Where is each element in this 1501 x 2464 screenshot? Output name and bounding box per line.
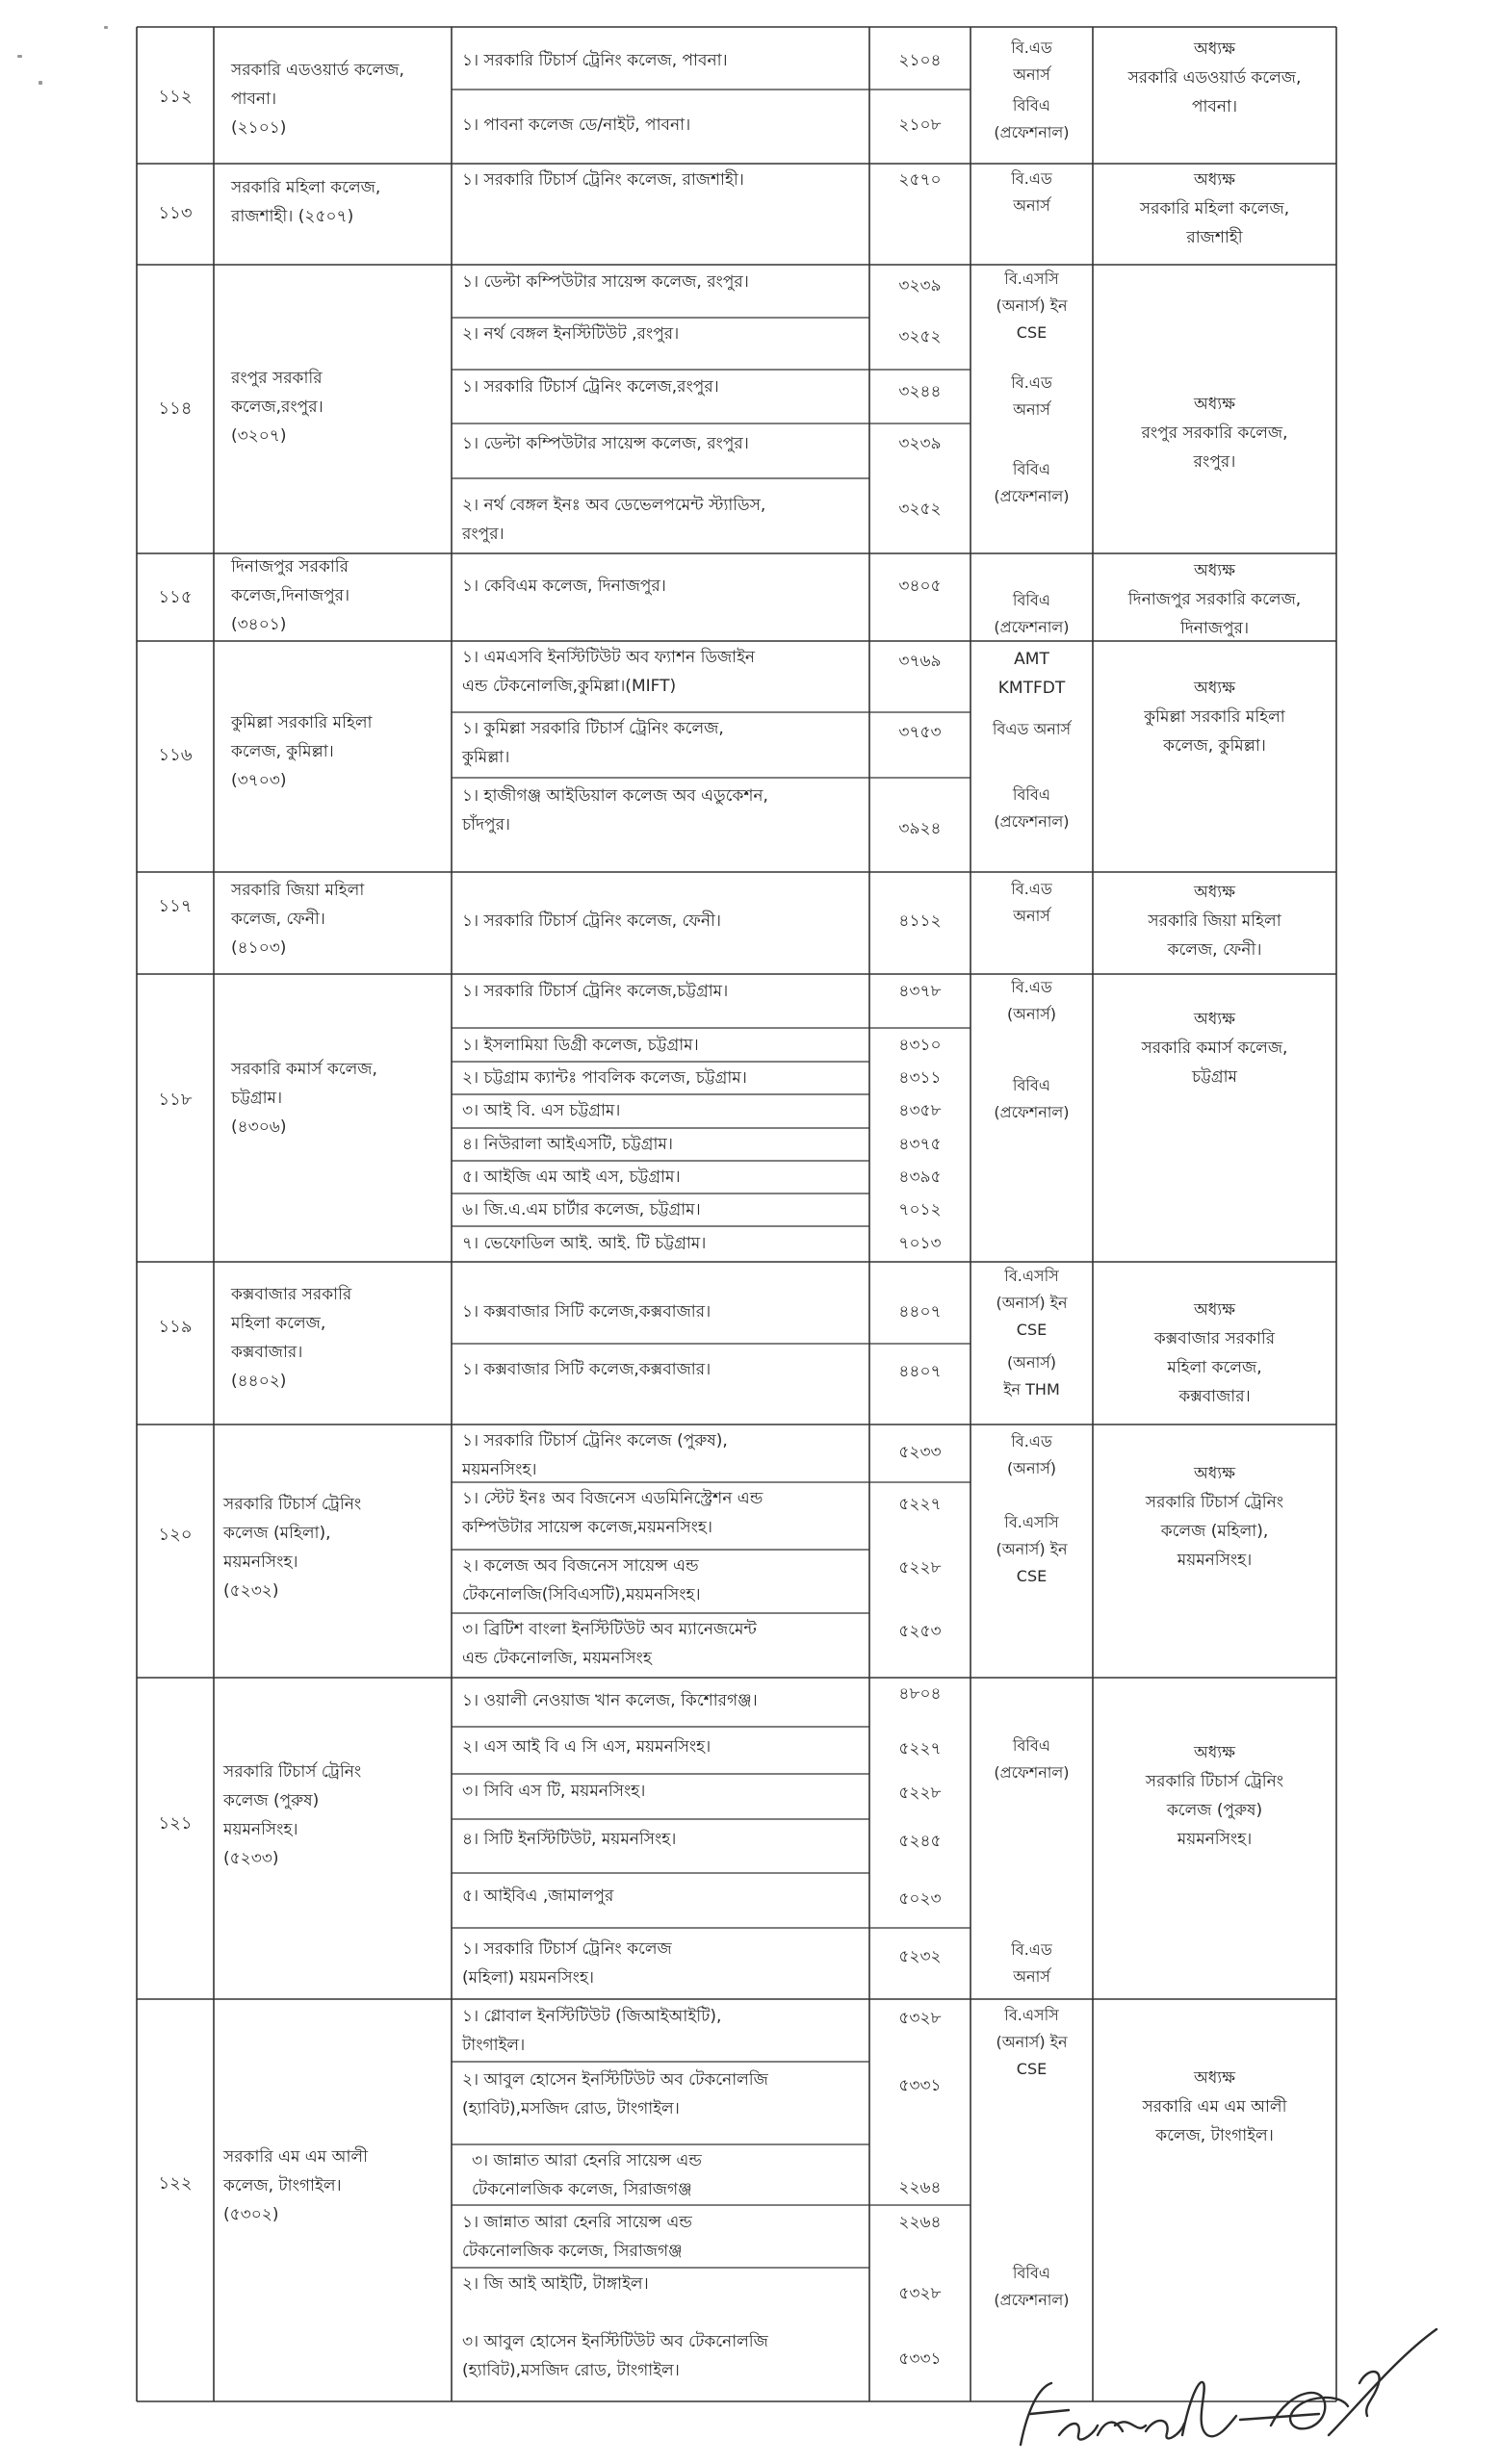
college-name: সরকারি টিচার্স ট্রেনিং কলেজ (মহিলা), ময়মনসিংহ। (৫২৩২) xyxy=(223,1495,362,1601)
institution-code: ৩২৫২ xyxy=(898,500,942,519)
institution-code: ২২৬৪ xyxy=(898,2178,942,2197)
institution-name: ১। পাবনা কলেজ ডে/নাইট, পাবনা। xyxy=(462,116,691,135)
institution-code: ৭০১৩ xyxy=(898,1234,942,1253)
principal: অধ্যক্ষ সরকারি এম এম আলী কলেজ, টাংগাইল। xyxy=(1142,2068,1287,2145)
college-name: সরকারি জিয়া মহিলা কলেজ, ফেনী। (৪১০৩) xyxy=(231,881,365,958)
subject: বিবিএ (প্রফেশনাল) xyxy=(994,2264,1070,2309)
serial-number: ১২২ xyxy=(158,2173,193,2194)
institution-code: ৫৩২৮ xyxy=(898,2009,942,2028)
institution-name: ১। সরকারি টিচার্স ট্রেনিং কলেজ, ফেনী। xyxy=(462,911,721,931)
institution-code: ৪৩১১ xyxy=(898,1068,942,1088)
college-name: কক্সবাজার সরকারি মহিলা কলেজ, কক্সবাজার। (৪৪০২) xyxy=(231,1285,352,1391)
institution-code: ৫২২৭ xyxy=(898,1739,942,1758)
institution-name: ৫। আইবিএ ,জামালপুর xyxy=(462,1886,614,1906)
subject: (অনার্স) ইন THM xyxy=(1003,1353,1060,1399)
institution-name: ১। কুমিল্লা সরকারি টিচার্স ট্রেনিং কলেজ, কুমিল্লা। xyxy=(462,719,724,767)
institution-name: ১। কক্সবাজার সিটি কলেজ,কক্সবাজার। xyxy=(462,1302,712,1322)
institution-name: ২। এস আই বি এ সি এস, ময়মনসিংহ। xyxy=(462,1737,712,1757)
principal: অধ্যক্ষ কক্সবাজার সরকারি মহিলা কলেজ, কক্সবাজার। xyxy=(1153,1300,1276,1406)
institution-code: ৪৪০৭ xyxy=(898,1362,942,1381)
institution-name: ১। স্টেট ইনঃ অব বিজনেস এডমিনিস্ট্রেশন এন্ড কম্পিউটার সায়েন্স কলেজ,ময়মনসিংহ। xyxy=(462,1489,763,1537)
serial-number: ১২১ xyxy=(158,1813,193,1834)
institution-name: ২। নর্থ বেঙ্গল ইনস্টিটিউট ,রংপুর। xyxy=(462,324,680,344)
institution-code: ৫৩৩১ xyxy=(898,2076,942,2095)
scan-speck xyxy=(104,26,108,29)
institution-name: ১। সরকারি টিচার্স ট্রেনিং কলেজ,রংপুর। xyxy=(462,377,719,397)
subject: বিএড অনার্স xyxy=(992,720,1072,738)
principal: অধ্যক্ষ কুমিল্লা সরকারি মহিলা কলেজ, কুমিল্লা। xyxy=(1144,679,1285,756)
scan-speck xyxy=(17,55,22,58)
institution-name: ৩। আবুল হোসেন ইনস্টিটিউট অব টেকনোলজি (হ্যাবিট),মসজিদ রোড, টাংগাইল। xyxy=(462,2332,768,2380)
subject: বিবিএ (প্রফেশনাল) xyxy=(994,1076,1070,1121)
institution-name: ১। ইসলামিয়া ডিগ্রী কলেজ, চট্টগ্রাম। xyxy=(462,1036,699,1055)
institution-name: ১। কক্সবাজার সিটি কলেজ,কক্সবাজার। xyxy=(462,1360,712,1379)
institution-name: ৫। আইজি এম আই এস, চট্টগ্রাম। xyxy=(462,1168,681,1187)
institution-name: ৪। সিটি ইনস্টিটিউট, ময়মনসিংহ। xyxy=(462,1830,677,1849)
institution-name: ৭। ভেফোডিল আই. আই. টি চট্টগ্রাম। xyxy=(462,1234,707,1253)
institution-code: ২১০৮ xyxy=(898,116,942,135)
institution-code: ৫০২৩ xyxy=(898,1889,942,1909)
institution-code: ৫৩২৮ xyxy=(898,2284,942,2303)
institution-name: ২। চট্টগ্রাম ক্যান্টঃ পাবলিক কলেজ, চট্টগ্রাম। xyxy=(462,1068,747,1088)
college-name: দিনাজপুর সরকারি কলেজ,দিনাজপুর। (৩৪০১) xyxy=(231,557,350,634)
scan-speck xyxy=(39,81,42,85)
institution-name: ২। নর্থ বেঙ্গল ইনঃ অব ডেভেলপমেন্ট স্ট্যাডিস, রংপুর। xyxy=(462,496,766,544)
principal: অধ্যক্ষ সরকারি জিয়া মহিলা কলেজ, ফেনী। xyxy=(1148,883,1281,960)
institution-name: ১। ডেল্টা কম্পিউটার সায়েন্স কলেজ, রংপুর। xyxy=(462,434,749,453)
serial-number: ১১৫ xyxy=(158,587,193,607)
institution-name: ২। জি আই আইটি, টাঙ্গাইল। xyxy=(462,2274,649,2294)
institution-name: ৬। জি.এ.এম চার্টার কলেজ, চট্টগ্রাম। xyxy=(462,1200,701,1219)
subject: বিবিএ (প্রফেশনাল) xyxy=(994,591,1070,636)
subject: বি.এসসি (অনার্স) ইন CSE xyxy=(996,1513,1068,1585)
institution-name: ৩। ব্রিটিশ বাংলা ইনস্টিটিউট অব ম্যানেজমেন্ট এন্ড টেকনোলজি, ময়মনসিংহ xyxy=(462,1620,757,1668)
subject: বি.এসসি (অনার্স) ইন CSE xyxy=(996,2006,1068,2078)
institution-code: ৪৪০৭ xyxy=(898,1302,942,1322)
institution-code: ৩৭৬৯ xyxy=(898,652,942,671)
serial-number: ১১৭ xyxy=(158,896,193,916)
institution-code: ৪৮০৪ xyxy=(898,1684,942,1704)
serial-number: ১১৪ xyxy=(158,398,193,419)
institution-name: ১। কেবিএম কলেজ, দিনাজপুর। xyxy=(462,577,666,596)
institution-code: ৪৩৯৫ xyxy=(898,1168,942,1187)
principal: অধ্যক্ষ সরকারি কমার্স কলেজ, চট্টগ্রাম xyxy=(1141,1010,1288,1087)
institution-name: ১। সরকারি টিচার্স ট্রেনিং কলেজ, রাজশাহী। xyxy=(462,170,744,190)
institution-code: ২৫৭০ xyxy=(898,170,942,190)
institution-name: ১। সরকারি টিচার্স ট্রেনিং কলেজ (পুরুষ), ময়মনসিংহ। xyxy=(462,1431,728,1479)
institution-name: ১। হাজীগঞ্জ আইডিয়াল কলেজ অব এডুকেশন, চাঁদপুর। xyxy=(462,786,768,834)
subject: বি.এসসি (অনার্স) ইন CSE xyxy=(996,1267,1068,1339)
principal: অধ্যক্ষ সরকারি টিচার্স ট্রেনিং কলেজ (মহিলা), ময়মনসিংহ। xyxy=(1145,1464,1284,1570)
college-name: সরকারি এম এম আলী কলেজ, টাংগাইল। (৫৩০২) xyxy=(223,2147,368,2224)
institution-code: ৫২২৮ xyxy=(898,1784,942,1803)
institution-code: ৩৭৫৩ xyxy=(898,723,942,742)
principal: অধ্যক্ষ সরকারি টিচার্স ট্রেনিং কলেজ (পুরুষ) ময়মনসিংহ। xyxy=(1145,1743,1284,1849)
institution-code: ৩৪০৫ xyxy=(898,577,942,596)
institution-code: ৪৩৭৫ xyxy=(898,1135,942,1154)
subject: বি.এড অনার্স xyxy=(1011,373,1052,419)
institution-name: ১। সরকারি টিচার্স ট্রেনিং কলেজ,চট্টগ্রাম। xyxy=(462,982,729,1001)
institution-code: ৫২৩৩ xyxy=(898,1443,942,1462)
principal: অধ্যক্ষ সরকারি মহিলা কলেজ, রাজশাহী xyxy=(1139,170,1290,247)
subject: বি.এড অনার্স xyxy=(1011,169,1052,215)
subject: বি.এড (অনার্স) xyxy=(1006,1432,1057,1477)
serial-number: ১১৯ xyxy=(158,1317,193,1337)
institution-name: ৩। সিবি এস টি, ময়মনসিংহ। xyxy=(462,1782,646,1801)
subject: বি.এড অনার্স xyxy=(1011,38,1052,84)
institution-code: ৩২৪৪ xyxy=(898,382,942,401)
subject: AMT KMTFDT xyxy=(997,650,1066,698)
institution-code: ২২৬৪ xyxy=(898,2213,942,2232)
subject: বিবিএ (প্রফেশনাল) xyxy=(994,785,1070,831)
serial-number: ১১৮ xyxy=(158,1090,193,1110)
subject: বি.এড অনার্স xyxy=(1011,880,1052,925)
institution-name: ২। আবুল হোসেন ইনস্টিটিউট অব টেকনোলজি (হ্যাবিট),মসজিদ রোড, টাংগাইল। xyxy=(462,2070,768,2118)
institution-code: ৩৯২৪ xyxy=(898,819,942,838)
subject: বিবিএ (প্রফেশনাল) xyxy=(994,96,1070,141)
college-name: সরকারি এডওয়ার্ড কলেজ, পাবনা। (২১০১) xyxy=(231,61,404,138)
subject: বি.এড (অনার্স) xyxy=(1006,978,1057,1023)
serial-number: ১২০ xyxy=(158,1525,193,1545)
institution-code: ৫২২৭ xyxy=(898,1495,942,1514)
institution-name: ৩। জান্নাত আরা হেনরি সায়েন্স এন্ড টেকনোলজিক কলেজ, সিরাজগঞ্জ xyxy=(472,2151,702,2199)
college-name: রংপুর সরকারি কলেজ,রংপুর। (৩২০৭) xyxy=(231,369,323,446)
institution-code: ৩২৩৯ xyxy=(898,434,942,453)
institution-code: ৪৩১০ xyxy=(898,1036,942,1055)
institution-code: ৫২৩২ xyxy=(898,1947,942,1966)
institution-code: ৪৩৭৮ xyxy=(898,982,942,1001)
institution-code: ৫৩৩১ xyxy=(898,2349,942,2369)
institution-name: ৪। নিউরালা আইএসটি, চট্টগ্রাম। xyxy=(462,1135,673,1154)
institution-code: ৩২৫২ xyxy=(898,327,942,346)
institution-name: ১। ডেল্টা কম্পিউটার সায়েন্স কলেজ, রংপুর। xyxy=(462,272,749,292)
institution-name: ২। কলেজ অব বিজনেস সায়েন্স এন্ড টেকনোলজি(সিবিএসটি),ময়মনসিংহ। xyxy=(462,1556,701,1604)
principal: অধ্যক্ষ সরকারি এডওয়ার্ড কলেজ, পাবনা। xyxy=(1127,39,1302,116)
principal: অধ্যক্ষ রংপুর সরকারি কলেজ, রংপুর। xyxy=(1141,395,1288,472)
institution-name: ১। ওয়ালী নেওয়াজ খান কলেজ, কিশোরগঞ্জ। xyxy=(462,1691,758,1710)
serial-number: ১১৩ xyxy=(158,203,193,223)
serial-number: ১১২ xyxy=(158,87,193,107)
college-name: সরকারি মহিলা কলেজ, রাজশাহী। (২৫০৭) xyxy=(231,178,381,226)
subject: বি.এড অনার্স xyxy=(1011,1940,1052,1986)
institution-name: ১। গ্লোবাল ইনস্টিটিউট (জিআইআইটি), টাংগাইল। xyxy=(462,2007,722,2055)
institution-name: ১। জান্নাত আরা হেনরি সায়েন্স এন্ড টেকনোলজিক কলেজ, সিরাজগঞ্জ xyxy=(462,2213,692,2261)
institution-name: ৩। আই বি. এস চট্টগ্রাম। xyxy=(462,1101,621,1120)
institution-code: ৪৩৫৮ xyxy=(898,1101,942,1120)
institution-name: ১। এমএসবি ইনস্টিটিউট অব ফ্যাশন ডিজাইন এন্ড টেকনোলজি,কুমিল্লা।(MIFT) xyxy=(462,648,756,696)
institution-code: ৫২৪৫ xyxy=(898,1832,942,1851)
subject: বি.এসসি (অনার্স) ইন CSE xyxy=(996,270,1068,342)
institution-code: ২১০৪ xyxy=(898,51,942,70)
institution-code: ৭০১২ xyxy=(898,1200,942,1219)
subject: বিবিএ (প্রফেশনাল) xyxy=(994,1736,1070,1782)
institution-code: ৫২৫৩ xyxy=(898,1622,942,1641)
institution-name: ১। সরকারি টিচার্স ট্রেনিং কলেজ, পাবনা। xyxy=(462,51,728,70)
college-name: সরকারি টিচার্স ট্রেনিং কলেজ (পুরুষ) ময়মনসিংহ। (৫২৩৩) xyxy=(223,1762,362,1868)
institution-code: ৫২২৮ xyxy=(898,1558,942,1578)
college-name: সরকারি কমার্স কলেজ, চট্টগ্রাম। (৪৩০৬) xyxy=(231,1060,377,1137)
institution-code: ৪১১২ xyxy=(898,911,942,931)
institution-code: ৩২৩৯ xyxy=(898,276,942,295)
college-name: কুমিল্লা সরকারি মহিলা কলেজ, কুমিল্লা। (৩৭০৩) xyxy=(231,713,373,790)
signature xyxy=(1001,2291,1444,2464)
subject: বিবিএ (প্রফেশনাল) xyxy=(994,460,1070,505)
institution-name: ১। সরকারি টিচার্স ট্রেনিং কলেজ (মহিলা) ময়মনসিংহ। xyxy=(462,1939,672,1988)
principal: অধ্যক্ষ দিনাজপুর সরকারি কলেজ, দিনাজপুর। xyxy=(1127,561,1302,638)
serial-number: ১১৬ xyxy=(158,745,193,765)
